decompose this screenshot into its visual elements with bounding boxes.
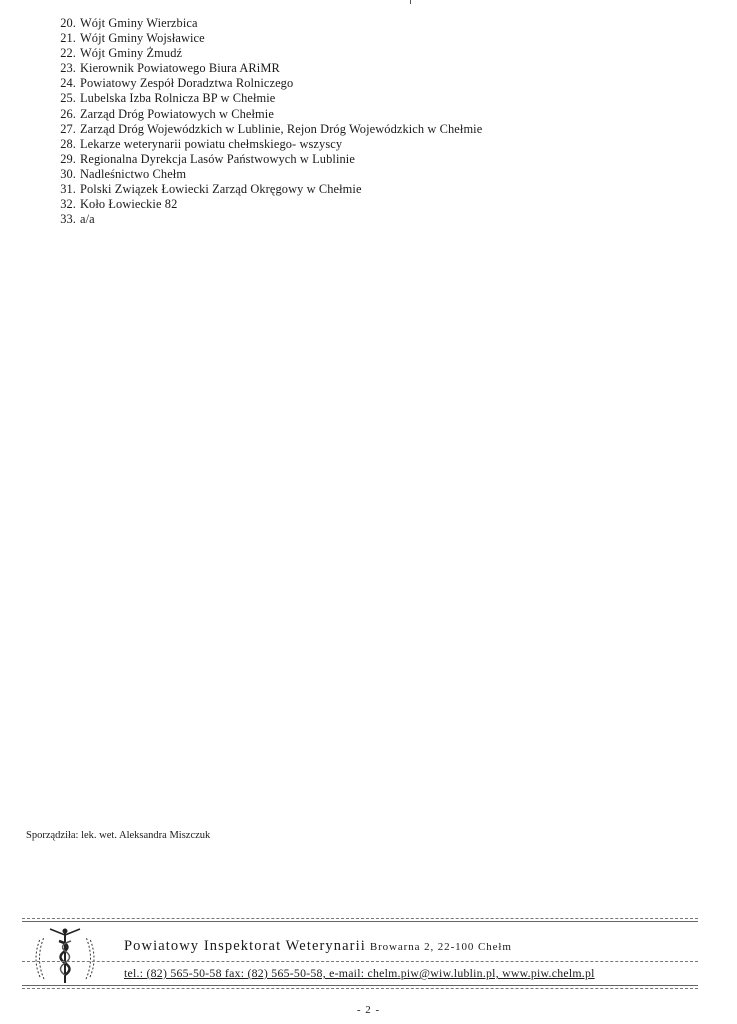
caduceus-seal-icon	[26, 925, 104, 987]
list-item-number: 30.	[60, 166, 76, 181]
list-item	[48, 182, 482, 197]
footer-bottom-rule	[22, 985, 698, 986]
author-line: Sporządziła: lek. wet. Aleksandra Miszczuk	[26, 830, 211, 841]
list-item-number: 31.	[60, 182, 76, 197]
list-item-text: Polski Związek Łowiecki Zarząd Okręgowy w Chełmie	[80, 182, 362, 197]
list-item	[48, 152, 482, 167]
list-item-number: 29.	[60, 151, 76, 166]
list-item-number: 26.	[60, 106, 76, 121]
list-item-text: Wójt Gminy Wierzbica	[80, 16, 198, 30]
page-number: - 2 -	[356, 1004, 381, 1016]
list-item-number: 20.	[60, 16, 76, 30]
list-item	[48, 122, 482, 137]
list-item	[48, 167, 482, 182]
institution-name: Powiatowy Inspektorat Weterynarii	[124, 938, 366, 954]
list-item-text: Lubelska Izba Rolnicza BP w Chełmie	[80, 91, 276, 106]
list-item-text: Zarząd Dróg Wojewódzkich w Lublinie, Rejon Dróg Wojewódzkich w Chełmie	[80, 121, 483, 136]
list-item-number: 25.	[60, 91, 76, 106]
list-item-text: Kierownik Powiatowego Biura ARiMR	[80, 61, 280, 76]
footer-top-rule-solid	[22, 921, 698, 922]
list-item	[48, 197, 482, 212]
list-item-text: Nadleśnictwo Chełm	[80, 166, 187, 181]
footer-bottom-rule-dotted	[22, 988, 698, 989]
list-item-text: Wójt Gminy Żmudź	[80, 46, 183, 61]
recipient-list	[48, 16, 482, 227]
list-item-number: 32.	[60, 197, 76, 212]
list-item-number: 22.	[60, 46, 76, 61]
list-item	[48, 31, 482, 46]
list-item-text: Powiatowy Zespół Doradztwa Rolniczego	[80, 76, 294, 91]
list-item	[48, 91, 482, 106]
list-item-text: Koło Łowieckie 82	[80, 197, 178, 212]
scan-mark	[410, 0, 411, 4]
footer-middle-rule	[22, 961, 698, 962]
list-item	[48, 212, 482, 227]
list-item-text: Lekarze weterynarii powiatu chełmskiego- wszyscy	[80, 136, 343, 151]
footer-contact	[124, 966, 595, 981]
list-item	[48, 107, 482, 122]
list-item-text: Zarząd Dróg Powiatowych w Chełmie	[80, 106, 274, 121]
contact-line: tel.: (82) 565-50-58 fax: (82) 565-50-58, e-mail: chelm.piw@wiw.lublin.pl, www.piw.chelm.pl	[124, 966, 595, 980]
list-item-text: Wójt Gminy Wojsławice	[80, 31, 205, 46]
list-item	[48, 137, 482, 152]
footer-title	[124, 938, 512, 955]
list-item	[48, 16, 482, 31]
list-item-text: Regionalna Dyrekcja Lasów Państwowych w Lublinie	[80, 151, 355, 166]
list-item-number: 27.	[60, 121, 76, 136]
list-item	[48, 61, 482, 76]
list-item-text: a/a	[80, 212, 95, 227]
list-item	[48, 46, 482, 61]
list-item-number: 23.	[60, 61, 76, 76]
institution-address: Browarna 2, 22-100 Chełm	[369, 941, 512, 953]
list-item-number: 28.	[60, 136, 76, 151]
list-item-number: 24.	[60, 76, 76, 91]
list-item-number: 33.	[60, 212, 76, 227]
list-item	[48, 76, 482, 91]
list-item-number: 21.	[60, 31, 76, 46]
footer-top-rule	[22, 918, 698, 919]
